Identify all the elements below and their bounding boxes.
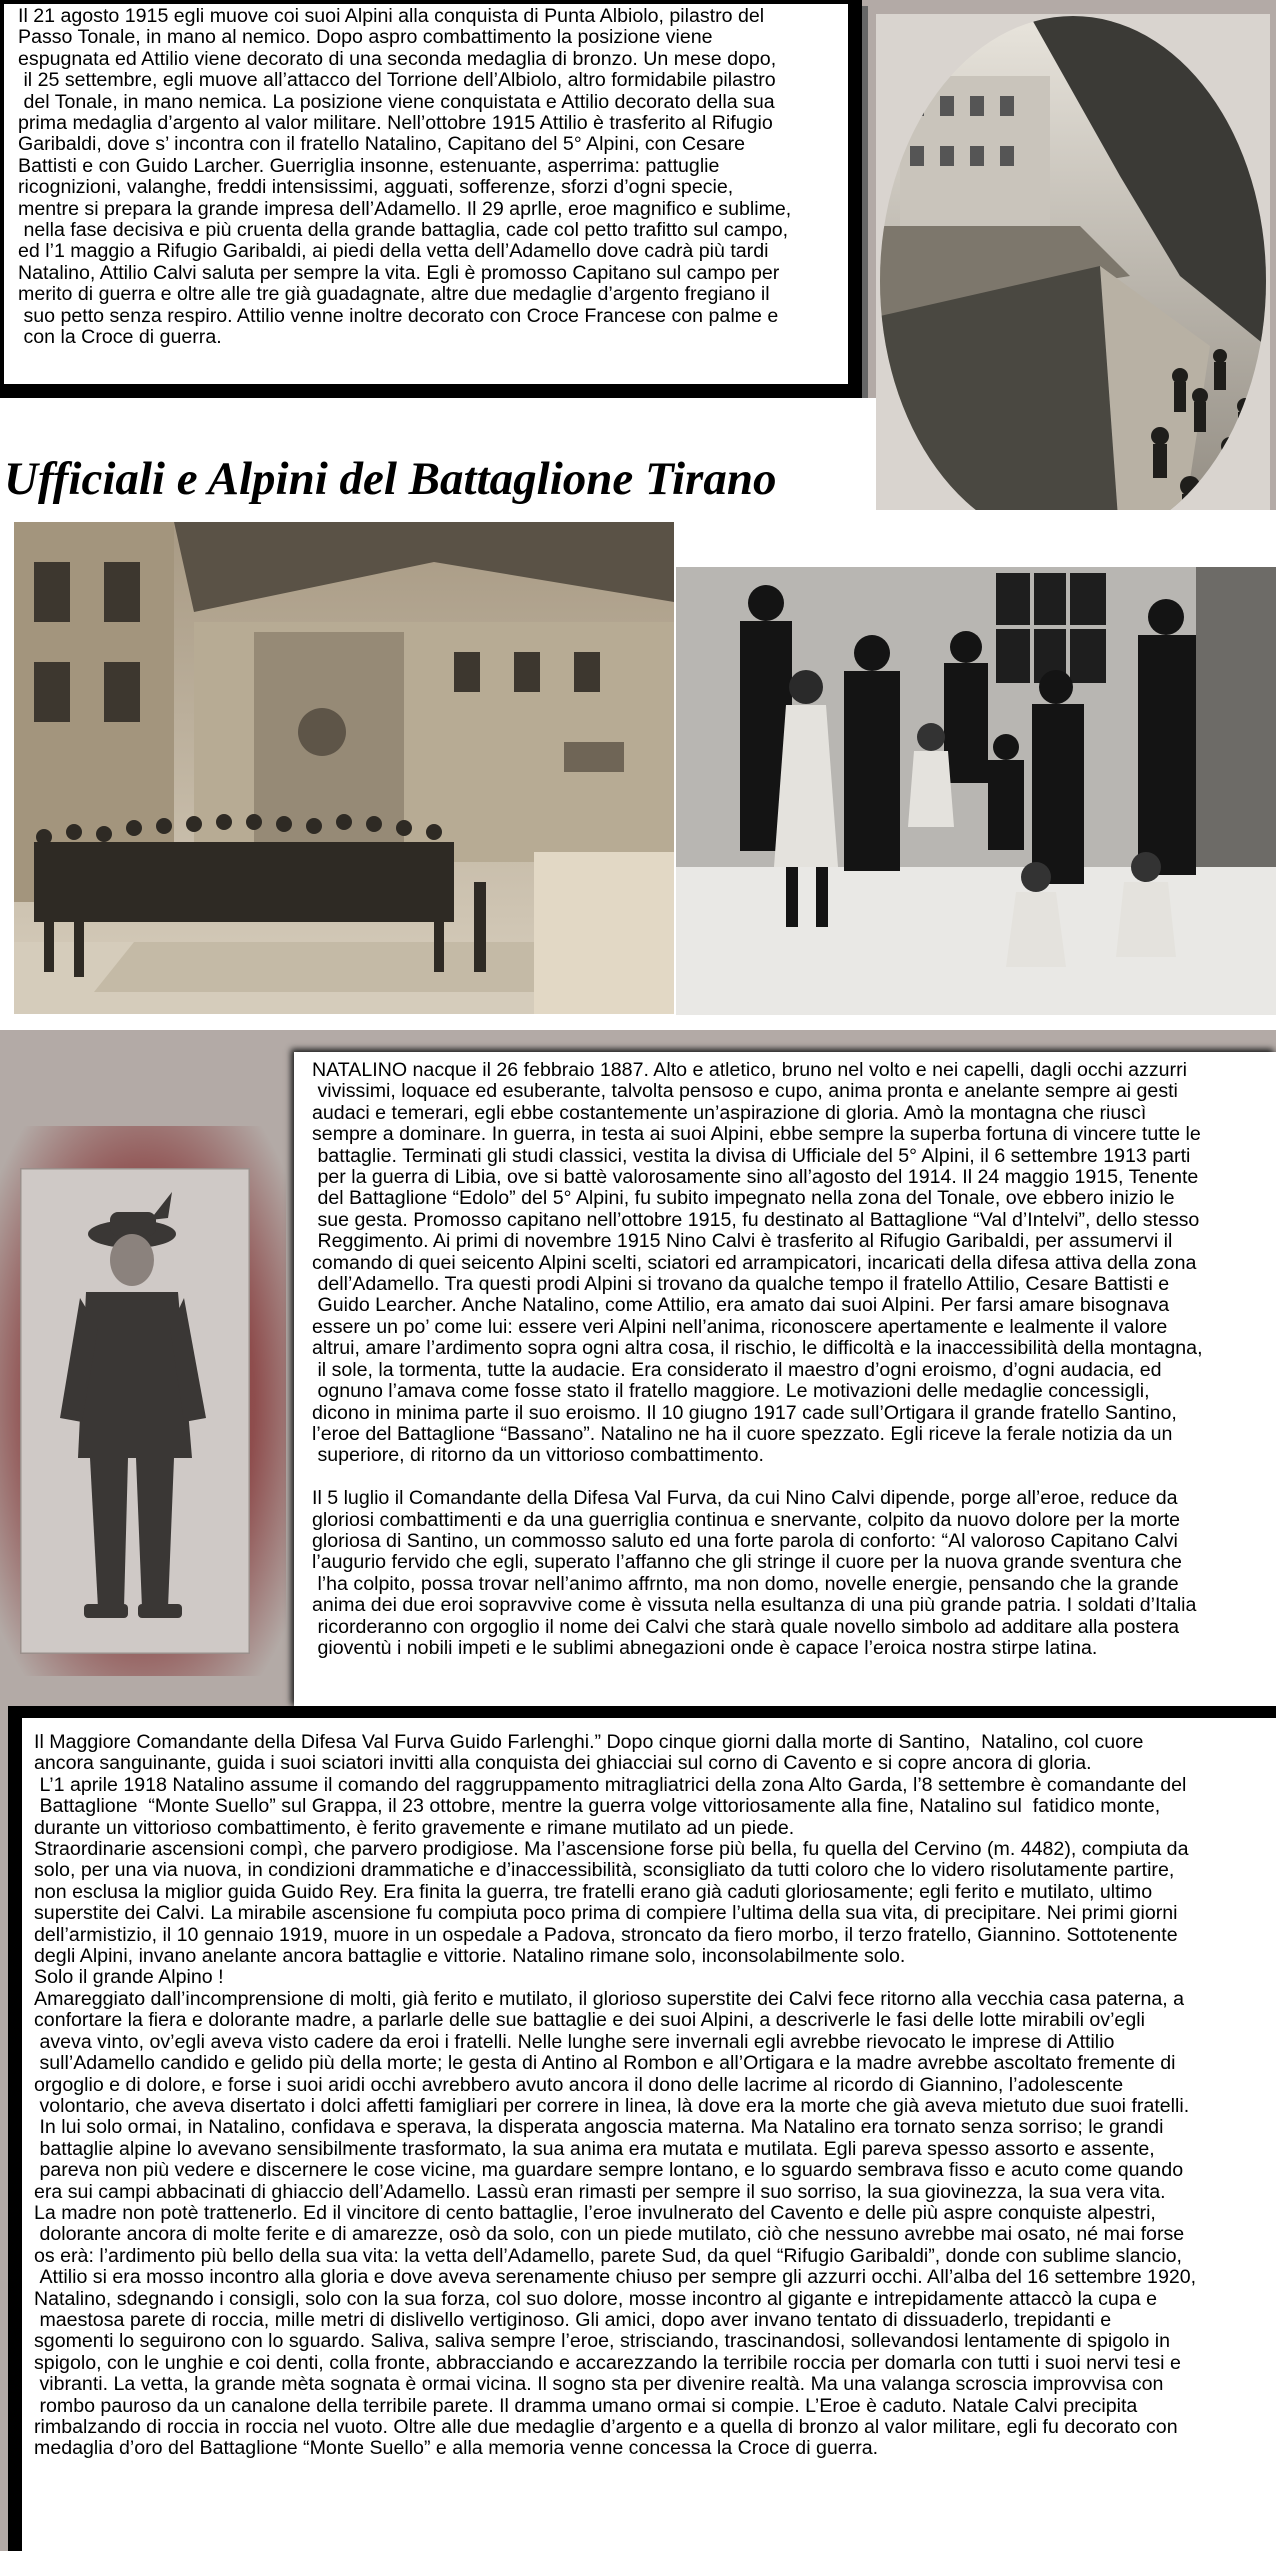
top-paragraph: Il 21 agosto 1915 egli muove coi suoi Alpini alla conquista di Punta Albiolo, pilastro del Passo Tonale, in mano al nemico. Dopo aspro combattimento la posizione viene espugnata ed Attilio viene decorato di una seconda medaglia di bronzo. Un mese dopo, il 25 settembre, egli muove all’attacco del Torrione dell’Albiolo, altro formidabile pilastro del Tonale, in mano nemica. La posizione viene conquistata e Attilio decorato della sua prima medaglia d’argento al valor militare. Nell’ottobre 1915 Attilio è trasferito al Rifugio Garibaldi, dove s’ incontra con il fratello Natalino, Capitano del 5° Alpini, con Cesare Battisti e con Guido Larcher. Guerriglia insonne, estenuante, asperrima: pattuglie ricognizioni, valanghe, freddi intensissimi, agguati, sofferenze, sforzi d’ogni specie, mentre si prepara la grande impresa dell’Adamello. Il 29 aprlle, eroe magnifico e sublime, nella fase decisiva e più cruenta della grande battaglia, cade col petto trafitto sul campo, ed l’1 maggio a Rifugio Garibaldi, ai piedi della vetta dell’Adamello dove cadrà più tardi Natalino, Attilio Calvi saluta per sempre la vita. Egli è promosso Capitano sul campo per merito di guerra e oltre alle tre già guadagnate, altre due medaglie d’argento fregiano il suo petto senza respiro. Attilio venne inoltre decorato con Croce Francese con palme e con la Croce di guerra. [18,5,792,349]
alpino-portrait [20,1168,250,1654]
bottom-text-panel [8,1706,1276,2551]
natalino-text-panel [294,1052,1276,1708]
oval-photo-frame [876,14,1270,550]
bottom-paragraph: Il Maggiore Comandante della Difesa Val Furva Guido Farlenghi.” Dopo cinque giorni dalla morte di Santino, Natalino, col cuore ancora sanguinante, guida i suoi sciatori invitti alla conquista dei ghiacciai sul corno di Cavento e si copre ancora di gloria. L’1 aprile 1918 Natalino assume il comando del raggruppamento mitragliatrici della zona Alto Garda, l’8 settembre è comandante del Battaglione “Monte Suello” sul Grappa, il 23 ottobre, mentre la guerra volge vittoriosamente alla fine, Natalino sul fatidico monte, durante un vittorioso combattimento, è ferito gravemente e rimane mutilato ad un piede. Straordinarie ascensioni compì, che parvero prodigiose. Ma l’ascensione forse più bella, fu quella del Cervino (m. 4482), compiuta da solo, per una via nuova, in condizioni drammatiche e d’inaccessibilità, sconsigliato da tutti coloro che lo videro risolutamente partire, non esclusa la miglior guida Guido Rey. Era finita la guerra, tre fratelli erano già caduti gloriosamente; egli ferito e mutilato, ultimo superstite dei Calvi. La mirabile ascensione fu compiuta poco prima di compiere l’ultima della sua vita, di precipitare. Nei primi giorni dell’armistizio, il 10 gennaio 1919, muore in un ospedale a Padova, stroncato da fiero morbo, il terzo fratello, Giannino. Sottotenente degli Alpini, invano anelante ancora battaglie e vittorie. Natalino rimane solo, inconsolabilmente solo. Solo il grande Alpino ! Amareggiato dall’incomprensione di molti, già ferito e mutilato, il glorioso superstite dei Calvi fece ritorno alla vecchia casa paterna, a confortare la fiera e dolorante madre, a parlarle delle sue battaglie e dei suoi Alpini, a descriverle le fasi delle lotte mirabili ov’egli aveva vinto, ov’egli aveva visto cadere da eroi i fratelli. Nelle lunghe sere invernali egli avrebbe rievocato le imprese di Attilio sull’Adamello candido e gelido più della morte; le gesta di Antino al Rombon e all’Ortigara e la madre avrebbe ascoltato fremente di orgoglio e di dolore, e forse i suoi aridi occhi avrebbero avuto ancora il dono delle lacrime al ricordo di Giannino, l’adolescente volontario, che aveva disertato i dolci affetti famigliari per correre in linea, là dove era la morte che già aveva mietuto due suoi fratelli. In lui solo ormai, in Natalino, confidava e sperava, la disperata angoscia materna. Ma Natalino era tornato senza sorriso; le grandi battaglie alpine lo avevano sensibilmente trasformato, la sua anima era mutata e mutilata. Egli pareva spesso assorto e assente, pareva non più vedere e discernere le cose vicine, ma guardare sempre lontano, e lo sguardo sembrava fisso e acuto come quando era sui campi abbacinati di ghiaccio dell’Adamello. Lassù eran rimasti per sempre il suo sorriso, la sua giovinezza, la sua vera vita. La madre non potè trattenerlo. Ed il vincitore di cento battaglie, l’eroe invulnerato del Cavento e delle più aspre conquiste alpestri, dolorante ancora di molte ferite e di amarezze, osò da solo, con un piede mutilato, ciò che nessuno avrebbe mai osato, né mai forse os erà: l’ardimento più bello della sua vita: la vetta dell’Adamello, parete Sud, da quel “Rifugio Garibaldi”, donde con sublime slancio, Attilio si era mosso incontro alla gloria e dove aveva serenamente chiuso per sempre gli azzurri occhi. All’alba del 16 settembre 1920, Natalino, sdegnando i consigli, solo con la sua forza, col suo dolore, mosse incontro al gigante e intrepidamente attaccò la cupa e maestosa parete di roccia, mille metri di dislivello vertiginoso. Gli amici, dopo aver invano tentato di dissuaderlo, trepidanti e sgomenti lo seguirono con lo sguardo. Saliva, saliva sempre l’eroe, strisciando, trascinandosi, sollevandosi lentamente di spigolo in spigolo, con le unghie e coi denti, colla fronte, abbracciando e accarezzando la terribile roccia per domarla con tutti i suoi nervi tesi e vibranti. La vetta, la grande mèta sognata è ormai vicina. Il sogno sta per divenire realtà. Ma una valanga scroscia improvvisa con rombo pauroso da un canalone della terribile parete. Il dramma umano ormai si compie. L’Eroe è caduto. Natale Calvi precipita rimbalzando di roccia in roccia nel vuoto. Oltre alle due medaglie d’argento e a quella di bronzo al valor militare, egli fu decorato con medaglia d’oro del Battaglione “Monte Suello” e alla memoria venne concessa la Croce di guerra. [34,1731,1197,2460]
family-photo [676,567,1276,1015]
top-text-panel [0,0,862,398]
village-street-photo [880,16,1266,546]
officers-photo [14,522,674,1014]
section-title: Ufficiali e Alpini del Battaglione Tirano [4,453,777,505]
natalino-paragraph: NATALINO nacque il 26 febbraio 1887. Alto e atletico, bruno nel volto e nei capelli, dagli occhi azzurri vivissimi, loquace ed esuberante, talvolta pensoso e cupo, anima pronta e anelante sempre ai gesti audaci e temerari, egli ebbe costantemente un’aspirazione di gloria. Amò la montagna che riuscì sempre a dominare. In guerra, in testa ai suoi Alpini, ebbe sempre la superba fortuna di vincere tutte le battaglie. Terminati gli studi classici, vestita la divisa di Ufficiale del 5° Alpini, il 6 settembre 1913 parti per la guerra di Libia, ove si battè valorosamente sino all’agosto del 1914. Il 24 maggio 1915, Tenente del Battaglione “Edolo” del 5° Alpini, fu subito impegnato nella zona del Tonale, ove ebbero inizio le sue gesta. Promosso capitano nell’ottobre 1915, fu destinato al Battaglione “Val d’Intelvi”, dello stesso Reggimento. Ai primi di novembre 1915 Nino Calvi è trasferito al Rifugio Garibaldi, per assumervi il comando di quei seicento Alpini scelti, sciatori ed arrampicatori, incaricati della difesa attiva della zona dell’Adamello. Tra questi prodi Alpini si trovano da qualche tempo il fratello Attilio, Cesare Battisti e Guido Learcher. Anche Natalino, come Attilio, era amato dai suoi Alpini. Per farsi amare bisognava essere un po’ come lui: essere veri Alpini nell’anima, riconoscere apertamente e lealmente il valore altrui, amare l’ardimento sopra ogni altra cosa, il rischio, le difficoltà e la inaccessibilità della montagna, il sole, la tormenta, tutte la audacie. Era considerato il maestro d’ogni eroismo, d’ogni audacia, ed ognuno l’amava come fosse stato il fratello maggiore. Le motivazioni delle medaglie concessigli, dicono in minima parte il suo eroismo. Il 10 giugno 1917 cade sull’Ortigara il grande fratello Santino, l’eroe del Battaglione “Bassano”. Natalino ne ha il cuore spezzato. Egli riceve la ferale notizia da un superiore, di ritorno da un vittorioso combattimento. Il 5 luglio il Comandante della Difesa Val Furva, da cui Nino Calvi dipende, porge all’eroe, reduce da gloriosi combattimenti e da una guerriglia continua e snervante, colpito da nuovo dolore per la morte gloriosa di Santino, un commosso saluto ed una forte parola di conforto: “Al valoroso Capitano Calvi l’augurio fervido che egli, superato l’affanno che gli stringe il cuore per la nuova grande sventura che l’ha colpito, possa trovar nell’animo affrnto, ma non domo, novelle energie, pensando che la grande anima dei due eroi sopravvive come è vissuta nella esultanza di una più grande patria. I soldati d’Italia ricorderanno con orgoglio il nome dei Calvi che starà quale novello simbolo ad additare alla postera gioventù i nobili impeti e le sublimi abnegazioni onde è capace l’eroica nostra stirpe latina. [312,1059,1203,1659]
